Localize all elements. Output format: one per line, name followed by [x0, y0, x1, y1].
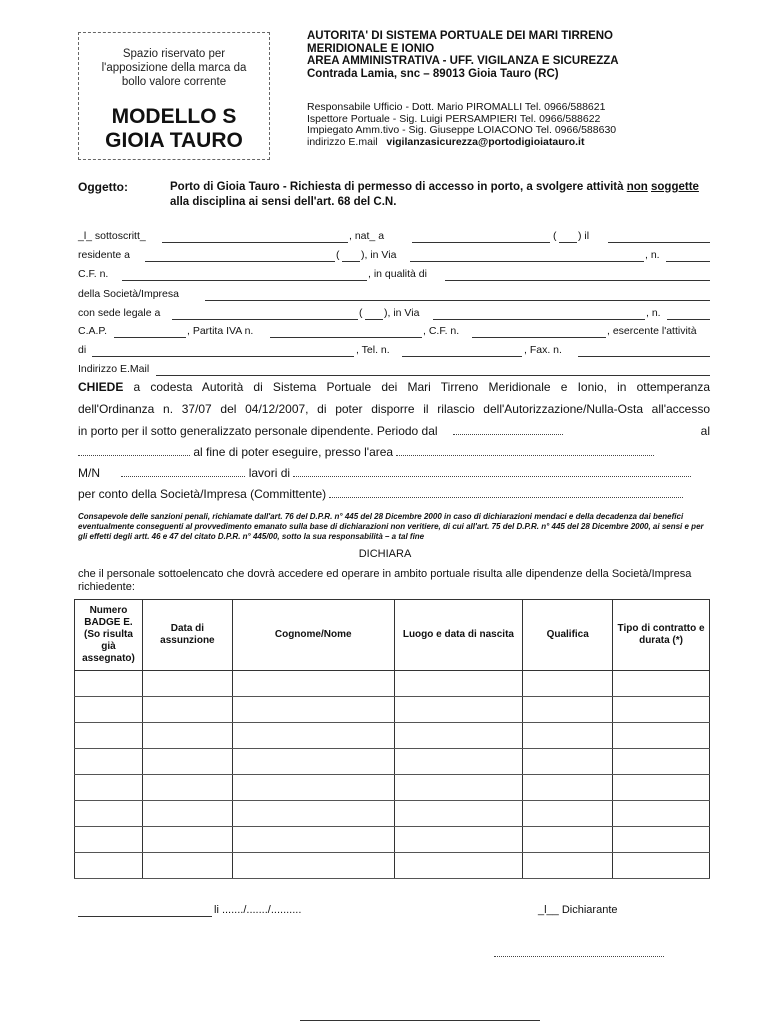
- table-cell[interactable]: [523, 671, 613, 697]
- header-line-2: MERIDIONALE E IONIO: [307, 42, 435, 55]
- declaration-text: che il personale sottoelencato che dovrà accedere ed operare in ambito portuale risulta alle dipendenze della Società/Impresa richiedente:: [78, 568, 692, 593]
- hq-province-input-line[interactable]: [365, 319, 383, 320]
- cap-input-line[interactable]: [114, 337, 186, 338]
- label-qualita: , in qualità di: [368, 268, 427, 280]
- fax-input-line[interactable]: [578, 356, 710, 357]
- table-cell[interactable]: [232, 775, 394, 801]
- oggetto-soggette: soggette: [651, 181, 699, 193]
- residence-input-line[interactable]: [145, 261, 335, 262]
- header-line-4: Contrada Lamia, snc – 89013 Gioia Tauro (RC): [307, 67, 559, 80]
- date-line: li ......./......./..........: [214, 904, 302, 916]
- street-input-line[interactable]: [410, 261, 644, 262]
- chiede-keyword: CHIEDE: [78, 380, 124, 394]
- table-cell[interactable]: [232, 697, 394, 723]
- stamp-line-2: l'apposizione della marca da: [101, 62, 247, 74]
- table-cell[interactable]: [75, 697, 143, 723]
- table-cell[interactable]: [394, 697, 523, 723]
- table-cell[interactable]: [232, 801, 394, 827]
- table-cell[interactable]: [613, 801, 710, 827]
- role-input-line[interactable]: [445, 280, 710, 281]
- col-header-birth: Luogo e data di nascita: [394, 600, 523, 671]
- table-cell[interactable]: [75, 801, 143, 827]
- table-cell[interactable]: [75, 749, 143, 775]
- label-cap: C.A.P.: [78, 325, 107, 337]
- request-line-5: [78, 466, 710, 480]
- request-line-2: dell'Ordinanza n. 37/07 del 04/12/2007, di poter disporre il rilascio dell'Autorizzazione/Nulla-Osta all'accesso: [78, 402, 710, 416]
- table-cell[interactable]: [394, 775, 523, 801]
- table-cell[interactable]: [523, 827, 613, 853]
- request-line-4: [78, 445, 710, 459]
- email-address: vigilanzasicurezza@portodigioiatauro.it: [386, 135, 585, 148]
- table-cell[interactable]: [142, 775, 232, 801]
- label-il: ) il: [578, 230, 590, 242]
- dichiara-heading: DICHIARA: [358, 548, 412, 560]
- table-row: [75, 723, 710, 749]
- field-row-1: [78, 230, 146, 242]
- paren-open-2: (: [336, 249, 340, 261]
- col-header-badge: Numero BADGE E. (So risulta già assegnato): [75, 600, 143, 671]
- contact-impiegato: Impiegato Amm.tivo - Sig. Giuseppe LOIACONO Tel. 0966/588630: [307, 124, 617, 137]
- tax-code-input-line[interactable]: [122, 280, 367, 281]
- table-cell[interactable]: [523, 697, 613, 723]
- table-row: [75, 697, 710, 723]
- label-societa: della Società/Impresa: [78, 288, 179, 300]
- table-cell[interactable]: [75, 775, 143, 801]
- table-cell[interactable]: [613, 827, 710, 853]
- table-cell[interactable]: [613, 775, 710, 801]
- table-cell[interactable]: [613, 723, 710, 749]
- label-piva: , Partita IVA n.: [187, 325, 254, 337]
- name-input-line[interactable]: [162, 242, 348, 243]
- label-tel: , Tel. n.: [356, 344, 390, 356]
- col-header-hire-date: Data di assunzione: [142, 600, 232, 671]
- table-cell[interactable]: [75, 671, 143, 697]
- col-header-name: Cognome/Nome: [232, 600, 394, 671]
- table-cell[interactable]: [613, 697, 710, 723]
- label-in-via-2: ), in Via: [384, 307, 420, 319]
- model-title: [79, 105, 269, 153]
- birthplace-input-line[interactable]: [412, 242, 550, 243]
- hq-street-input-line[interactable]: [433, 319, 645, 320]
- table-cell[interactable]: [142, 671, 232, 697]
- label-cf: C.F. n.: [78, 268, 109, 280]
- area-input[interactable]: [396, 455, 654, 456]
- table-cell[interactable]: [394, 801, 523, 827]
- client-input[interactable]: [329, 497, 683, 498]
- stamp-box: [78, 32, 270, 160]
- period-to-label: al: [700, 424, 710, 438]
- table-cell[interactable]: [232, 827, 394, 853]
- table-cell[interactable]: [523, 801, 613, 827]
- table-cell[interactable]: [142, 853, 232, 879]
- street-number-input-line[interactable]: [666, 261, 710, 262]
- vat-input-line[interactable]: [270, 337, 422, 338]
- oggetto-text-a: Porto di Gioia Tauro - Richiesta di permesso di accesso in porto, a svolgere attività: [170, 181, 624, 193]
- works-input[interactable]: [293, 476, 691, 477]
- table-cell[interactable]: [232, 749, 394, 775]
- table-cell[interactable]: [142, 749, 232, 775]
- label-in-via-1: ), in Via: [361, 249, 397, 261]
- signature-line[interactable]: [494, 956, 664, 957]
- contact-email-row: [307, 137, 616, 149]
- label-nato: , nat_ a: [349, 230, 385, 242]
- request-line-3: [78, 424, 710, 438]
- table-cell[interactable]: [232, 853, 394, 879]
- company-tax-code-input-line[interactable]: [472, 337, 606, 338]
- period-to-input[interactable]: [78, 455, 190, 456]
- table-cell[interactable]: [523, 749, 613, 775]
- col-header-qualifica: Qualifica: [523, 600, 613, 671]
- stamp-line-1: Spazio riservato per: [122, 48, 226, 60]
- table-cell[interactable]: [75, 723, 143, 749]
- table-header-row: [75, 600, 710, 671]
- table-cell[interactable]: [394, 853, 523, 879]
- mn-input[interactable]: [121, 476, 245, 477]
- table-cell[interactable]: [75, 827, 143, 853]
- personnel-table: [74, 599, 710, 879]
- label-residente: residente a: [78, 249, 130, 261]
- hq-number-input-line[interactable]: [667, 319, 710, 320]
- table-cell[interactable]: [523, 775, 613, 801]
- table-cell[interactable]: [142, 723, 232, 749]
- model-title-line-2: GIOIA TAURO: [105, 129, 243, 152]
- legal-note: Consapevole delle sanzioni penali, richiamate dall'art. 76 del D.P.R. n° 445 del 28 Dicembre 2000 in caso di dichiarazioni mendaci e della decadenza dai benefici eventualmente conseguenti al provvedimento emanato sulla base di dichiarazioni non veritiere, di cui all'art. 75 del D.P.R. n° 445 del 28 Dicembre 2000, ai sensi e per gli effetti degli artt. 46 e 47 del citato D.P.R. n° 445/00, sotto la sua responsabilità – a tal fine: [78, 512, 704, 541]
- table-cell[interactable]: [142, 827, 232, 853]
- table-cell[interactable]: [394, 749, 523, 775]
- contacts-block: [307, 102, 616, 148]
- table-cell[interactable]: [613, 671, 710, 697]
- residence-province-input-line[interactable]: [342, 261, 360, 262]
- label-fax: , Fax. n.: [524, 344, 562, 356]
- table-row: [75, 671, 710, 697]
- label-esercente: , esercente l'attività: [607, 325, 697, 337]
- label-cf2: , C.F. n.: [423, 325, 460, 337]
- stamp-line-3: bollo valore corrente: [121, 76, 227, 88]
- company-input-line[interactable]: [205, 300, 710, 301]
- label-sottoscritto: _l_ sottoscritt_: [78, 230, 146, 242]
- table-row: [75, 827, 710, 853]
- phone-input-line[interactable]: [402, 356, 522, 357]
- place-input-line[interactable]: [78, 916, 212, 917]
- area-text: al fine di poter eseguire, presso l'area: [193, 445, 394, 459]
- table-cell[interactable]: [394, 671, 523, 697]
- birthdate-input-line[interactable]: [608, 242, 710, 243]
- table-cell[interactable]: [613, 749, 710, 775]
- table-row: [75, 749, 710, 775]
- oggetto-text: [170, 180, 715, 210]
- request-line-1: [78, 380, 710, 394]
- table-row: [75, 775, 710, 801]
- request-line-6: [78, 487, 710, 501]
- oggetto-text-b: alla disciplina ai sensi dell'art. 68 del C.N.: [170, 196, 397, 208]
- lavori-label: lavori di: [248, 466, 291, 480]
- contact-ispettore: Ispettore Portuale - Sig. Luigi PERSAMPIERI Tel. 0966/588622: [307, 112, 601, 125]
- header-line-3: AREA AMMINISTRATIVA - UFF. VIGILANZA E SICUREZZA: [307, 55, 619, 67]
- table-cell[interactable]: [523, 853, 613, 879]
- header-line-1: AUTORITA' DI SISTEMA PORTUALE DEI MARI TIRRENO: [307, 30, 613, 42]
- table-row: [75, 853, 710, 879]
- paren-open-3: (: [359, 307, 363, 319]
- signatory-label: _l__ Dichiarante: [538, 904, 618, 916]
- label-email: Indirizzo E.Mail: [78, 363, 150, 375]
- email-input-line[interactable]: [156, 375, 710, 376]
- paren-open-1: (: [553, 230, 557, 242]
- contact-responsabile: Responsabile Ufficio - Dott. Mario PIROMALLI Tel. 0966/588621: [307, 101, 606, 113]
- table-cell[interactable]: [75, 853, 143, 879]
- hq-input-line[interactable]: [172, 319, 358, 320]
- authority-header: [307, 30, 619, 80]
- table-cell[interactable]: [613, 853, 710, 879]
- model-title-line-1: MODELLO S: [111, 105, 237, 128]
- birth-province-input-line[interactable]: [559, 242, 577, 243]
- table-row: [75, 801, 710, 827]
- table-cell[interactable]: [232, 671, 394, 697]
- label-n-1: , n.: [645, 249, 660, 261]
- table-cell[interactable]: [142, 697, 232, 723]
- stamp-text: [79, 47, 269, 89]
- table-cell[interactable]: [394, 723, 523, 749]
- table-cell[interactable]: [523, 723, 613, 749]
- email-label: indirizzo E.mail: [307, 135, 378, 148]
- table-cell[interactable]: [394, 827, 523, 853]
- oggetto-non: non: [626, 181, 648, 193]
- activity-input-line[interactable]: [92, 356, 354, 357]
- label-sede: con sede legale a: [78, 307, 161, 319]
- period-from-input[interactable]: [453, 434, 563, 435]
- table-cell[interactable]: [232, 723, 394, 749]
- col-header-contract: Tipo di contratto e durata (*): [613, 600, 710, 671]
- mn-label: M/N: [78, 466, 100, 480]
- table-cell[interactable]: [142, 801, 232, 827]
- conto-label: per conto della Società/Impresa (Committente): [78, 487, 327, 501]
- oggetto-label: Oggetto:: [78, 180, 128, 194]
- label-n-2: , n.: [646, 307, 661, 319]
- label-di: di: [78, 344, 87, 356]
- request-line-1-text: a codesta Autorità di Sistema Portuale dei Mari Tirreno Meridionale e Ionio, in ottemperanza: [133, 380, 710, 394]
- bottom-rule: [300, 1020, 540, 1021]
- period-text: in porto per il sotto generalizzato personale dipendente. Periodo dal: [78, 424, 438, 438]
